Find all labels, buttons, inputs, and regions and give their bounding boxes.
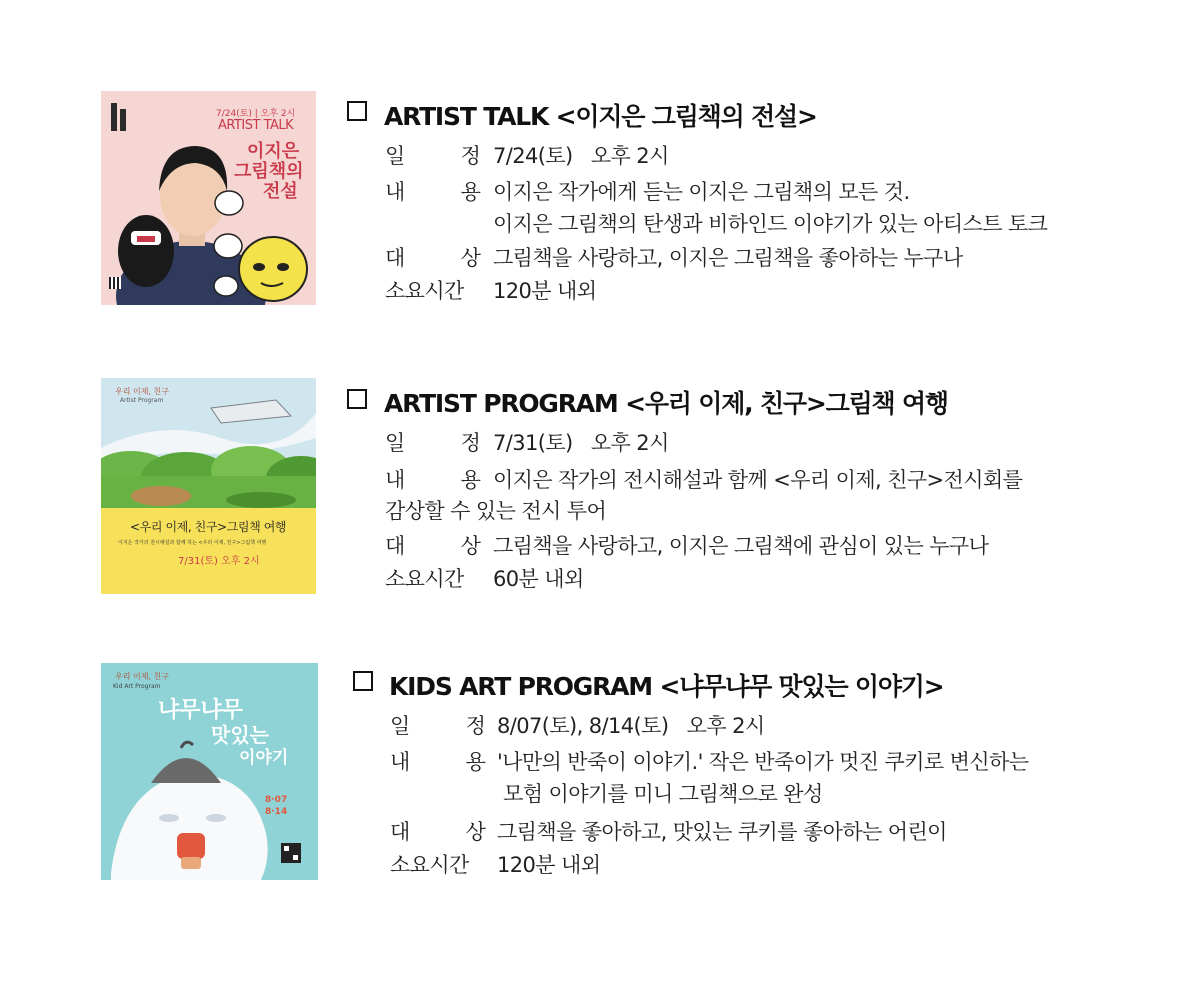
kids-art-poster-title-1: 냐무냐무 — [158, 698, 244, 723]
kids-art-title: KIDS ART PROGRAM <냐무냐무 맛있는 이야기> — [389, 672, 944, 701]
artist-program-poster-tag: 우리 이제, 친구 — [115, 387, 169, 396]
content-value-wrap: 감상할 수 있는 전시 투어 — [385, 499, 607, 523]
artist-talk-poster — [101, 91, 316, 305]
content-value-line-1: 이지은 작가에게 듣는 이지은 그림책의 모든 것. — [493, 180, 910, 204]
content-label: 내 용 — [390, 750, 500, 774]
content-value-line-1: 이지은 작가의 전시해설과 함께 <우리 이제, 친구>전시회를 — [493, 468, 1023, 492]
kids-art-poster-date-1: 8·07 — [265, 795, 288, 805]
artist-program-poster — [101, 378, 316, 594]
artist-program-duration-row — [385, 563, 1085, 595]
kids-art-poster-tag: 우리 이제, 친구 — [115, 672, 169, 681]
artist-program-title: ARTIST PROGRAM <우리 이제, 친구>그림책 여행 — [384, 389, 948, 418]
schedule-label: 일 정 — [385, 431, 495, 455]
kids-art-poster-date-2: 8·14 — [265, 807, 288, 817]
artist-program-poster-tag-sub: Artist Program — [120, 397, 164, 404]
content-value-line-2: 이지은 그림책의 탄생과 비하인드 이야기가 있는 아티스트 토크 — [493, 212, 1048, 236]
kids-art-poster-tag-sub: Kid Art Program — [113, 683, 161, 690]
content-value-line-1: '나만의 반죽이 이야기.' 작은 반죽이가 멋진 쿠키로 변신하는 — [497, 750, 1029, 774]
audience-label: 대 상 — [385, 246, 495, 270]
schedule-value: 7/24(토) 오후 2시 — [493, 144, 669, 168]
duration-label: 소요시간 — [385, 279, 464, 303]
duration-label: 소요시간 — [385, 567, 464, 591]
content-label: 내 용 — [385, 180, 495, 204]
content-value-line-2: 모험 이야기를 미니 그림책으로 완성 — [497, 782, 823, 806]
duration-value: 60분 내외 — [493, 567, 584, 591]
artist-talk-checkbox[interactable] — [347, 101, 367, 121]
duration-value: 120분 내외 — [497, 853, 601, 877]
artist-program-content-row — [385, 464, 1085, 530]
audience-label: 대 상 — [390, 820, 500, 844]
kids-art-poster-title-2: 맛있는 — [211, 723, 269, 747]
audience-value: 그림책을 사랑하고, 이지은 그림책에 관심이 있는 누구나 — [493, 534, 989, 558]
schedule-label: 일 정 — [385, 144, 495, 168]
artist-program-checkbox[interactable] — [347, 389, 367, 409]
artist-talk-poster-title-1: 이지은 — [247, 141, 300, 162]
artist-talk-content-row — [385, 176, 1085, 242]
kids-art-poster-title-3: 이야기 — [239, 748, 289, 768]
content-label: 내 용 — [385, 468, 495, 492]
artist-talk-schedule-row — [385, 140, 1085, 172]
schedule-value: 8/07(토), 8/14(토) 오후 2시 — [497, 714, 765, 738]
artist-program-poster-band-desc: 이지은 작가의 전시해설과 함께 하는 <우리 이제, 친구>그림책 여행 — [118, 540, 267, 546]
schedule-value: 7/31(토) 오후 2시 — [493, 431, 669, 455]
audience-value: 그림책을 사랑하고, 이지은 그림책을 좋아하는 누구나 — [493, 246, 963, 270]
kids-art-schedule-row — [390, 710, 1090, 742]
artist-program-audience-row — [385, 530, 1085, 562]
kids-art-checkbox[interactable] — [353, 671, 373, 691]
artist-program-schedule-row — [385, 427, 1085, 459]
kids-art-poster — [101, 663, 318, 880]
artist-program-poster-band-title: <우리 이제, 친구>그림책 여행 — [130, 520, 287, 534]
audience-value: 그림책을 좋아하고, 맛있는 쿠키를 좋아하는 어린이 — [497, 820, 947, 844]
artist-talk-duration-row — [385, 275, 1085, 307]
artist-talk-poster-heading: ARTIST TALK — [218, 118, 294, 133]
qr-code-icon — [109, 277, 121, 289]
artist-talk-poster-title-2: 그림책의 — [234, 161, 304, 182]
audience-label: 대 상 — [385, 534, 495, 558]
artist-talk-audience-row — [385, 242, 1085, 274]
artist-talk-poster-title-3: 전설 — [263, 181, 298, 202]
artist-talk-poster-date: 7/24(토) | 오후 2시 — [216, 109, 296, 119]
kids-art-content-row — [390, 746, 1090, 812]
artist-program-poster-band-date: 7/31(토) 오후 2시 — [178, 556, 260, 567]
duration-label: 소요시간 — [390, 853, 469, 877]
schedule-label: 일 정 — [390, 714, 500, 738]
kids-art-audience-row — [390, 816, 1090, 848]
kids-art-duration-row — [390, 849, 1090, 881]
artist-talk-title: ARTIST TALK <이지은 그림책의 전설> — [384, 102, 817, 131]
duration-value: 120분 내외 — [493, 279, 597, 303]
